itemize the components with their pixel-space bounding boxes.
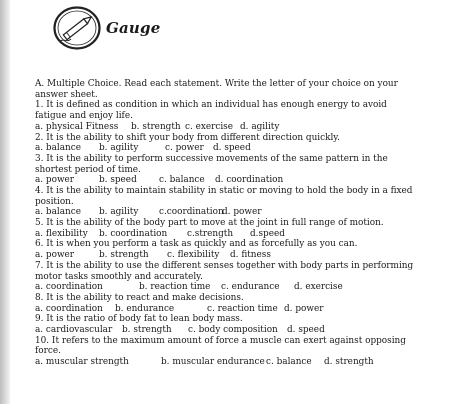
question-text: motor tasks smoothly and accurately. — [35, 271, 203, 282]
question-text: 10. It refers to the maximum amount of force a muscle can exert against opposing — [35, 335, 406, 346]
question-text: 9. It is the ratio of body fat to lean body mass. — [35, 314, 243, 325]
answer-option: a. cardiovascular — [35, 325, 113, 336]
answer-option: d. speed — [213, 143, 251, 154]
answer-options — [35, 357, 401, 368]
answer-option: a. flexibility — [35, 228, 88, 239]
answer-option: a. balance — [35, 207, 81, 218]
answer-options — [35, 282, 401, 293]
quiz-content — [35, 79, 414, 368]
answer-option: a. physical Fitness — [35, 121, 119, 132]
question-text: position. — [35, 196, 74, 207]
question-text: 7. It is the ability to use the different senses together with body parts in performing — [35, 260, 414, 271]
answer-option: a. muscular strength — [35, 357, 129, 368]
answer-option: c. power — [165, 143, 204, 154]
answer-option: d. strength — [324, 357, 374, 368]
question-text: 8. It is the ability to react and make decisions. — [35, 292, 244, 303]
answer-option: d. agility — [240, 121, 280, 132]
answer-option: c. reaction time — [207, 303, 278, 314]
answer-option: d. power — [284, 303, 324, 314]
answer-option: a. coordination — [35, 282, 103, 293]
answer-options — [35, 229, 401, 240]
instructions-line: A. Multiple Choice. Read each statement. Write the letter of your choice on your — [35, 79, 398, 89]
answer-option: c. balance — [159, 175, 205, 186]
answer-option: c. flexibility — [167, 250, 220, 261]
answer-option: c.strength — [187, 228, 234, 239]
answer-option: d. power — [222, 207, 262, 218]
answer-option: c. body composition — [188, 325, 278, 336]
answer-option: c. balance — [266, 357, 312, 368]
answer-options — [35, 143, 401, 154]
answer-option: b. agility — [99, 143, 139, 154]
answer-options — [35, 207, 401, 218]
answer-option: b. speed — [99, 175, 137, 186]
answer-option: b. muscular endurance — [161, 357, 265, 368]
instructions-line: answer sheet. — [35, 89, 98, 100]
answer-option: d.speed — [250, 228, 285, 239]
question-text: force. — [35, 346, 61, 357]
answer-option: b. strength — [99, 250, 149, 261]
question-text: 1. It is defined as condition in which an individual has enough energy to avoid — [35, 100, 387, 111]
page-edge-shadow — [0, 0, 10, 404]
question-text: 4. It is the ability to maintain stability in static or moving to hold the body in a fixed — [35, 185, 413, 196]
answer-option: d. speed — [287, 325, 325, 336]
answer-option: b. reaction time — [139, 282, 211, 293]
answer-option: a. coordination — [35, 303, 103, 314]
answer-options — [35, 304, 401, 315]
answer-options — [35, 325, 401, 336]
question-text: 2. It is the ability to shift your body from different direction quickly. — [35, 132, 340, 143]
answer-option: b. agility — [99, 207, 139, 218]
question-text: 3. It is the ability to perform successive movements of the same pattern in the — [35, 153, 388, 164]
answer-option: a. power — [35, 175, 75, 186]
answer-options — [35, 250, 401, 261]
answer-option: d. exercise — [294, 282, 343, 293]
answer-option: c.coordination — [159, 207, 224, 218]
answer-option: d. coordination — [215, 175, 284, 186]
answer-option: b. strength — [122, 325, 172, 336]
question-text: 5. It is the ability of the body part to move at the joint in full range of motion. — [35, 218, 384, 229]
answer-option: b. endurance — [115, 303, 175, 314]
question-text: fatigue and enjoy life. — [35, 111, 133, 122]
answer-option: a. balance — [35, 143, 81, 154]
answer-options — [35, 122, 401, 133]
question-text: shortest period of time. — [35, 164, 141, 175]
answer-options — [35, 175, 401, 186]
page-title: Gauge — [106, 19, 161, 37]
pencil-circle-logo-icon — [52, 5, 102, 51]
question-text: 6. It is when you perform a task as quickly and as forcefully as you can. — [35, 239, 358, 250]
answer-option: b. strength — [131, 121, 181, 132]
answer-option: c. endurance — [221, 282, 280, 293]
answer-option: b. coordination — [99, 228, 168, 239]
answer-option: a. power — [35, 250, 75, 261]
answer-option: c. exercise — [185, 121, 233, 132]
answer-option: d. fitness — [230, 250, 271, 261]
